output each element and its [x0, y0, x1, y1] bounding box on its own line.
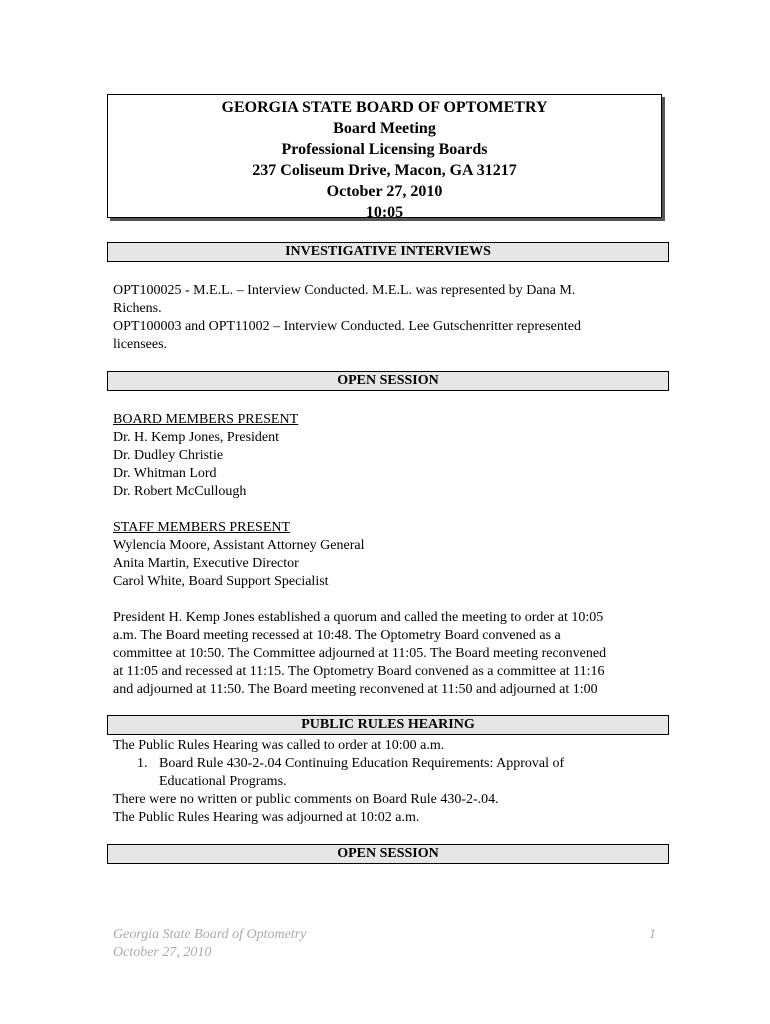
- board-member: Dr. H. Kemp Jones, President: [113, 430, 280, 445]
- section-public-rules-hearing: PUBLIC RULES HEARING: [107, 715, 669, 735]
- section-open-session: OPEN SESSION: [107, 844, 669, 864]
- public-rules-comments: There were no written or public comments on Board Rule 430-2-.04.: [113, 792, 499, 807]
- list-item-number: 1.: [137, 756, 148, 771]
- footer-org: Georgia State Board of Optometry: [113, 927, 307, 942]
- board-member: Dr. Whitman Lord: [113, 466, 217, 481]
- summary-line: President H. Kemp Jones established a quorum and called the meeting to order at 10:05: [113, 610, 604, 625]
- staff-member: Carol White, Board Support Specialist: [113, 574, 329, 589]
- summary-line: at 11:05 and recessed at 11:15. The Optometry Board convened as a committee at 11:16: [113, 664, 605, 679]
- venue-name: Professional Licensing Boards: [281, 141, 488, 158]
- meeting-date: October 27, 2010: [326, 183, 443, 200]
- interview-line: OPT100025 - M.E.L. – Interview Conducted. M.E.L. was represented by Dana M.: [113, 283, 576, 298]
- interview-line: Richens.: [113, 301, 162, 316]
- venue-address: 237 Coliseum Drive, Macon, GA 31217: [252, 162, 517, 179]
- interview-line: licensees.: [113, 337, 168, 352]
- section-investigative-interviews: INVESTIGATIVE INTERVIEWS: [107, 242, 669, 262]
- board-member: Dr. Dudley Christie: [113, 448, 224, 463]
- section-open-session: OPEN SESSION: [107, 371, 669, 391]
- board-members-heading: BOARD MEMBERS PRESENT: [113, 412, 299, 427]
- summary-line: committee at 10:50. The Committee adjourned at 11:05. The Board meeting reconvened: [113, 646, 607, 661]
- footer-date: October 27, 2010: [113, 945, 212, 960]
- meeting-time: 10:05: [365, 204, 404, 221]
- page-number: 1: [649, 927, 656, 942]
- list-item-text: Board Rule 430-2-.04 Continuing Education Requirements: Approval of: [159, 756, 565, 771]
- staff-member: Wylencia Moore, Assistant Attorney General: [113, 538, 365, 553]
- document-header: [107, 94, 662, 221]
- summary-line: a.m. The Board meeting recessed at 10:48. The Optometry Board convened as a: [113, 628, 561, 643]
- staff-member: Anita Martin, Executive Director: [113, 556, 299, 571]
- public-rules-intro: The Public Rules Hearing was called to order at 10:00 a.m.: [113, 738, 445, 753]
- summary-line: and adjourned at 11:50. The Board meeting reconvened at 11:50 and adjourned at 1:00: [113, 682, 598, 697]
- board-member: Dr. Robert McCullough: [113, 484, 247, 499]
- meeting-type: Board Meeting: [333, 120, 436, 137]
- list-item-text: Educational Programs.: [159, 774, 287, 789]
- interview-line: OPT100003 and OPT11002 – Interview Conducted. Lee Gutschenritter represented: [113, 319, 581, 334]
- public-rules-adjourned: The Public Rules Hearing was adjourned at 10:02 a.m.: [113, 810, 420, 825]
- board-title: GEORGIA STATE BOARD OF OPTOMETRY: [221, 99, 548, 116]
- staff-members-heading: STAFF MEMBERS PRESENT: [113, 520, 291, 535]
